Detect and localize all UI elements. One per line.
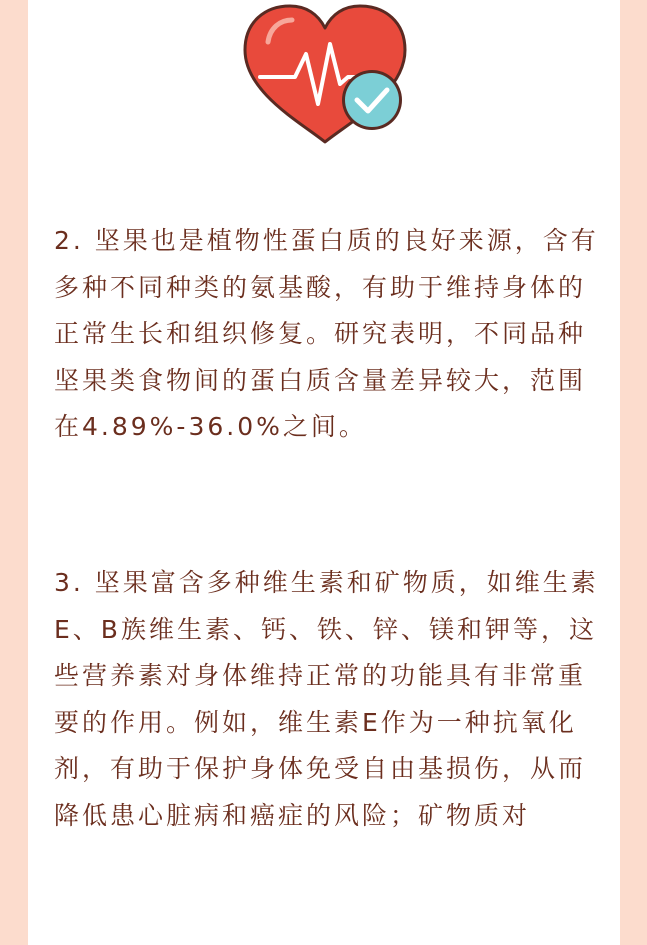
check-badge-icon (342, 70, 402, 130)
article-card (28, 0, 620, 945)
heart-pulse-icon (240, 2, 410, 152)
paragraph-protein: 2. 坚果也是植物性蛋白质的良好来源，含有多种不同种类的氨基酸，有助于维持身体的正常生长和组织修复。研究表明，不同品种坚果类食物间的蛋白质含量差异较大，范围在4.89%-36.0%之间。 (54, 226, 599, 441)
paragraph-vitamins-minerals: 3. 坚果富含多种维生素和矿物质，如维生素E、B族维生素、钙、铁、锌、镁和钾等，这些营养素对身体维持正常的功能具有非常重要的作用。例如，维生素E作为一种抗氧化剂，有助于保护身体免受自由基损伤，从而降低患心脏病和癌症的风险；矿物质对 (54, 568, 599, 830)
